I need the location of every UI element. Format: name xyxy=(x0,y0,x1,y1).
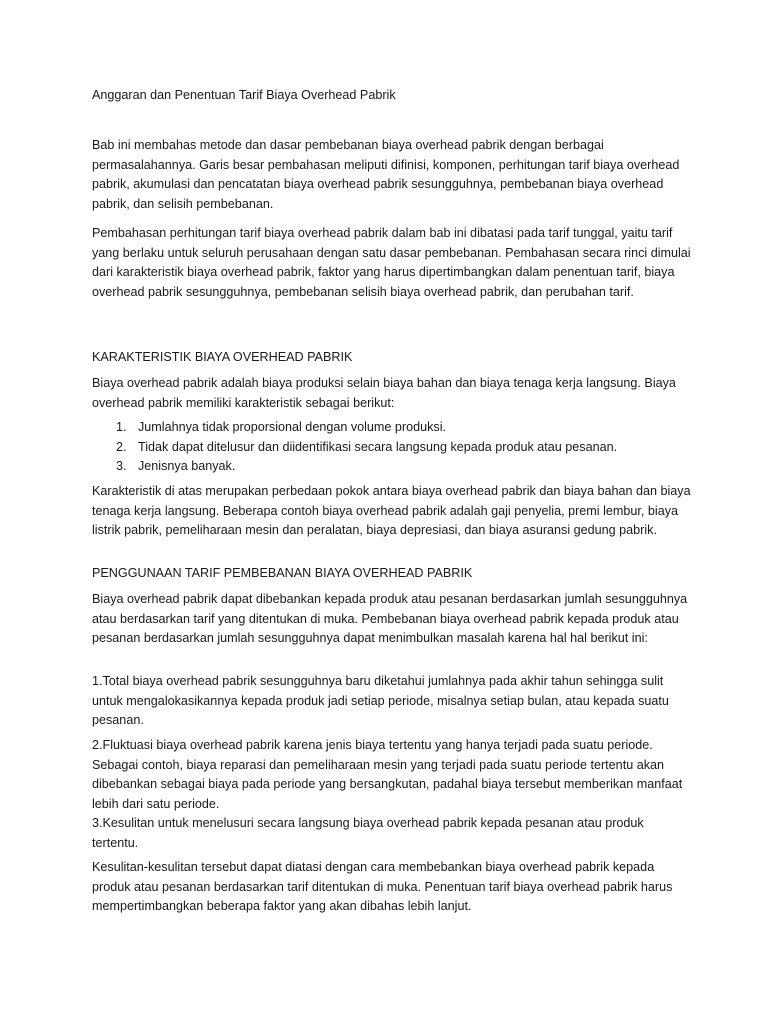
list-item-text: Tidak dapat ditelusur dan diidentifikasi secara langsung kepada produk atau pesanan. xyxy=(138,439,618,454)
section-heading-karakteristik: KARAKTERISTIK BIAYA OVERHEAD PABRIK xyxy=(92,350,353,364)
list-item xyxy=(92,457,692,477)
characteristics-list xyxy=(92,418,692,477)
section1-paragraph-1: Biaya overhead pabrik adalah biaya produksi selain biaya bahan dan biaya tenaga kerja langsung. Biaya overhead pabrik memiliki karakteristik sebagai berikut: xyxy=(92,376,676,410)
list-item-text: Jumlahnya tidak proporsional dengan volume produksi. xyxy=(138,420,447,434)
section2-point-2: 2.Fluktuasi biaya overhead pabrik karena jenis biaya tertentu yang hanya terjadi pada suatu periode. Sebagai contoh, biaya reparasi dan pemeliharaan mesin yang terjadi pada suatu periode tertentu akan dibebankan sebagai biaya pada periode yang bersangkutan, padahal biaya tersebut memberikan manfaat lebih dari satu periode. xyxy=(92,738,683,811)
section1-paragraph-2: Karakteristik di atas merupakan perbedaan pokok antara biaya overhead pabrik dan biaya bahan dan biaya tenaga kerja langsung. Beberapa contoh biaya overhead pabrik adalah gaji penyelia, premi lembur, biaya listrik pabrik, pemeliharaan mesin dan peralatan, biaya depresiasi, dan biaya asuransi gedung pabrik. xyxy=(92,484,691,538)
list-number: 2. xyxy=(116,439,127,454)
list-item xyxy=(92,438,692,458)
document-title: Anggaran dan Penentuan Tarif Biaya Overhead Pabrik xyxy=(92,88,396,102)
section2-point-3: 3.Kesulitan untuk menelusuri secara langsung biaya overhead pabrik kepada pesanan atau produk tertentu. xyxy=(92,816,644,850)
section2-point-1: 1.Total biaya overhead pabrik sesungguhnya baru diketahui jumlahnya pada akhir tahun sehingga sulit untuk mengalokasikannya kepada produk jadi setiap periode, misalnya setiap bulan, atau kepada suatu pesanan. xyxy=(92,674,669,728)
section2-closing: Kesulitan-kesulitan tersebut dapat diatasi dengan cara membebankan biaya overhead pabrik kepada produk atau pesanan berdasarkan tarif ditentukan di muka. Penentuan tarif biaya overhead pabrik harus mempertimbangkan beberapa faktor yang akan dibahas lebih lanjut. xyxy=(92,860,673,914)
list-item-text: Jenisnya banyak. xyxy=(138,459,236,474)
section-heading-penggunaan-tarif: PENGGUNAAN TARIF PEMBEBANAN BIAYA OVERHEAD PABRIK xyxy=(92,566,473,580)
list-item xyxy=(92,418,692,438)
intro-paragraph-2: Pembahasan perhitungan tarif biaya overhead pabrik dalam bab ini dibatasi pada tarif tunggal, yaitu tarif yang berlaku untuk seluruh perusahaan dengan satu dasar pembebanan. Pembahasan secara rinci dimulai dari karakteristik biaya overhead pabrik, faktor yang harus dipertimbangkan dalam penentuan tarif, biaya overhead pabrik sesungguhnya, pembebanan selisih biaya overhead pabrik, dan perubahan tarif. xyxy=(92,226,691,299)
list-number: 1. xyxy=(116,420,127,434)
list-number: 3. xyxy=(116,459,127,474)
section2-paragraph-1: Biaya overhead pabrik dapat dibebankan kepada produk atau pesanan berdasarkan jumlah sesungguhnya atau berdasarkan tarif yang ditentukan di muka. Pembebanan biaya overhead pabrik kepada produk atau pesanan berdasarkan jumlah sesungguhnya dapat menimbulkan masalah karena hal hal berikut ini: xyxy=(92,592,688,646)
intro-paragraph-1: Bab ini membahas metode dan dasar pembebanan biaya overhead pabrik dengan berbagai permasalahannya. Garis besar pembahasan meliputi difinisi, komponen, perhitungan tarif biaya overhead pabrik, akumulasi dan pencatatan biaya overhead pabrik sesungguhnya, pembebanan biaya overhead pabrik, dan selisih pembebanan. xyxy=(92,138,680,211)
